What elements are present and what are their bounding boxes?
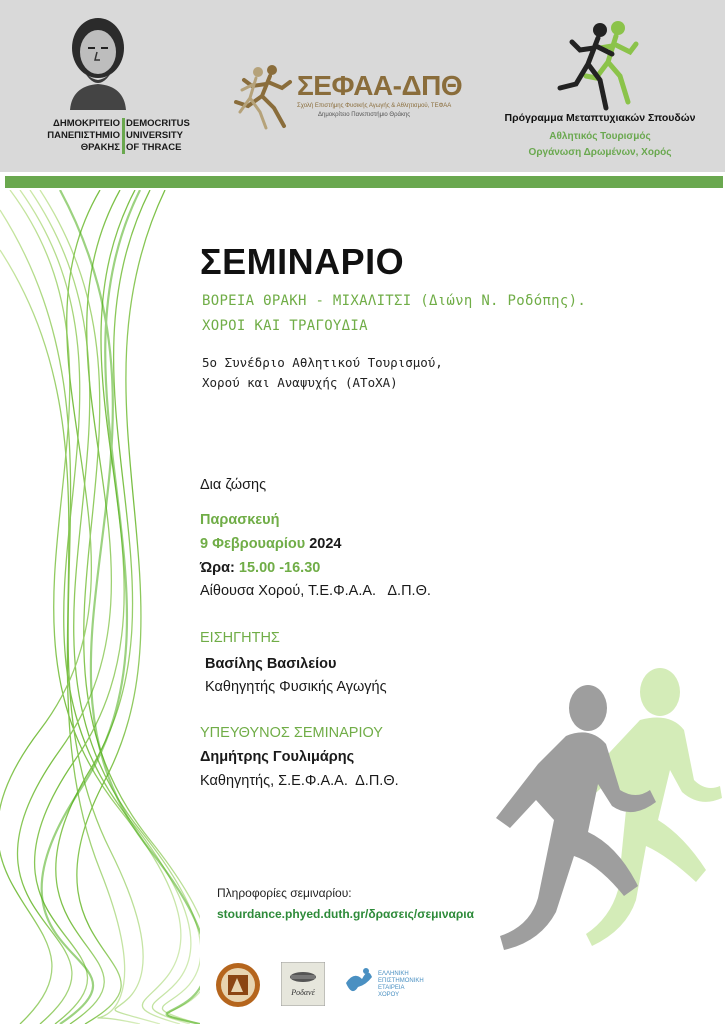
svg-text:ΕΛΛΗΝΙΚΗ ΕΠΙΣΤΗΜΟΝΙΚΗ: ΕΛΛΗΝΙΚΗ ΕΠΙΣΤΗΜΟΝΙΚΗ ΕΤΑΙΡΕΙΑ ΧΟΡΟΥ	[378, 971, 424, 998]
dance-society-logo	[342, 963, 434, 1003]
conference-line-2: Χορού και Αναψυχής (ΑΤοΧΑ)	[202, 375, 398, 390]
green-waves-decoration	[0, 190, 200, 1024]
program-line-1: Αθλητικός Τουρισμός	[549, 131, 651, 142]
duth-greek-name: ΔΗΜΟΚΡΙΤΕΙΟ ΠΑΝΕΠΙΣΤΗΜΙΟ ΘΡΑΚΗΣ	[47, 118, 120, 153]
seminar-title: ΣΕΜΙΝΑΡΙΟ	[200, 241, 405, 282]
coordinator-name: Δημήτρης Γουλιμάρης	[200, 749, 355, 765]
dancer-icon	[342, 963, 434, 1003]
sefaa-logo-text: ΣΕΦΑΑ-ΔΠΘ	[297, 70, 463, 101]
seminar-subtitle-line-1: ΒΟΡΕΙΑ ΘΡΑΚΗ - ΜΙΧΑΛΙΤΣΙ (Διώνη Ν. Ροδόπης).	[202, 293, 587, 309]
coordinator-role: Καθηγητής, Σ.Ε.Φ.Α.Α. Δ.Π.Θ.	[200, 773, 399, 789]
rodane-name: Ροδανέ	[291, 988, 315, 997]
sefaa-subline-1: Σχολή Επιστήμης Φυσικής Αγωγής & Αθλητισμού, ΤΕΦΑΑ	[297, 103, 452, 109]
coordinator-label: ΥΠΕΥΘΥΝΟΣ ΣΕΜΙΝΑΡΙΟΥ	[200, 725, 383, 741]
speaker-name: Βασίλης Βασιλείου	[205, 656, 337, 672]
attendance-mode: Δια ζώσης	[200, 477, 267, 493]
program-line-2: Οργάνωση Δρωμένων, Χορός	[528, 147, 672, 158]
speaker-role: Καθηγητής Φυσικής Αγωγής	[205, 679, 387, 695]
event-venue: Αίθουσα Χορού, Τ.Ε.Φ.Α.Α. Δ.Π.Θ.	[200, 583, 431, 599]
sefaa-runners-icon	[232, 62, 298, 130]
duth-divider	[122, 118, 125, 154]
event-time-line	[200, 560, 320, 576]
seminar-subtitle-line-2: ΧΟΡΟΙ ΚΑΙ ΤΡΑΓΟΥΔΙΑ	[202, 318, 368, 334]
time-label: Ώρα:	[200, 560, 235, 576]
event-day: Παρασκευή	[200, 512, 280, 528]
program-runners-icon	[556, 18, 640, 112]
info-label: Πληροφορίες σεμιναρίου:	[217, 886, 352, 900]
democritus-bust-icon	[58, 12, 136, 110]
duth-english-name: DEMOCRITUS UNIVERSITY OF THRACE	[126, 118, 190, 153]
program-title: Πρόγραμμα Μεταπτυχιακών Σπουδών	[504, 112, 696, 124]
event-year: 2024	[309, 536, 342, 552]
conference-line-1: 5ο Συνέδριο Αθλητικού Τουρισμού,	[202, 355, 443, 370]
info-link[interactable]: stourdance.phyed.duth.gr/δρασεις/σεμιναρια	[217, 907, 474, 921]
speaker-label: ΕΙΣΗΓΗΤΗΣ	[200, 630, 280, 646]
green-divider-bar	[5, 176, 723, 188]
lamp-icon	[281, 962, 325, 1006]
sefaa-subline-2: Δημοκρίτειο Πανεπιστήμιο Θράκης	[318, 112, 411, 118]
emblem-icon	[215, 962, 261, 1008]
runners-silhouette-icon	[470, 660, 725, 950]
event-date: 9 Φεβρουαρίου	[200, 536, 306, 552]
event-date-line	[200, 536, 342, 552]
time-value: 15.00 -16.30	[238, 560, 321, 576]
rodane-logo	[281, 962, 325, 1006]
